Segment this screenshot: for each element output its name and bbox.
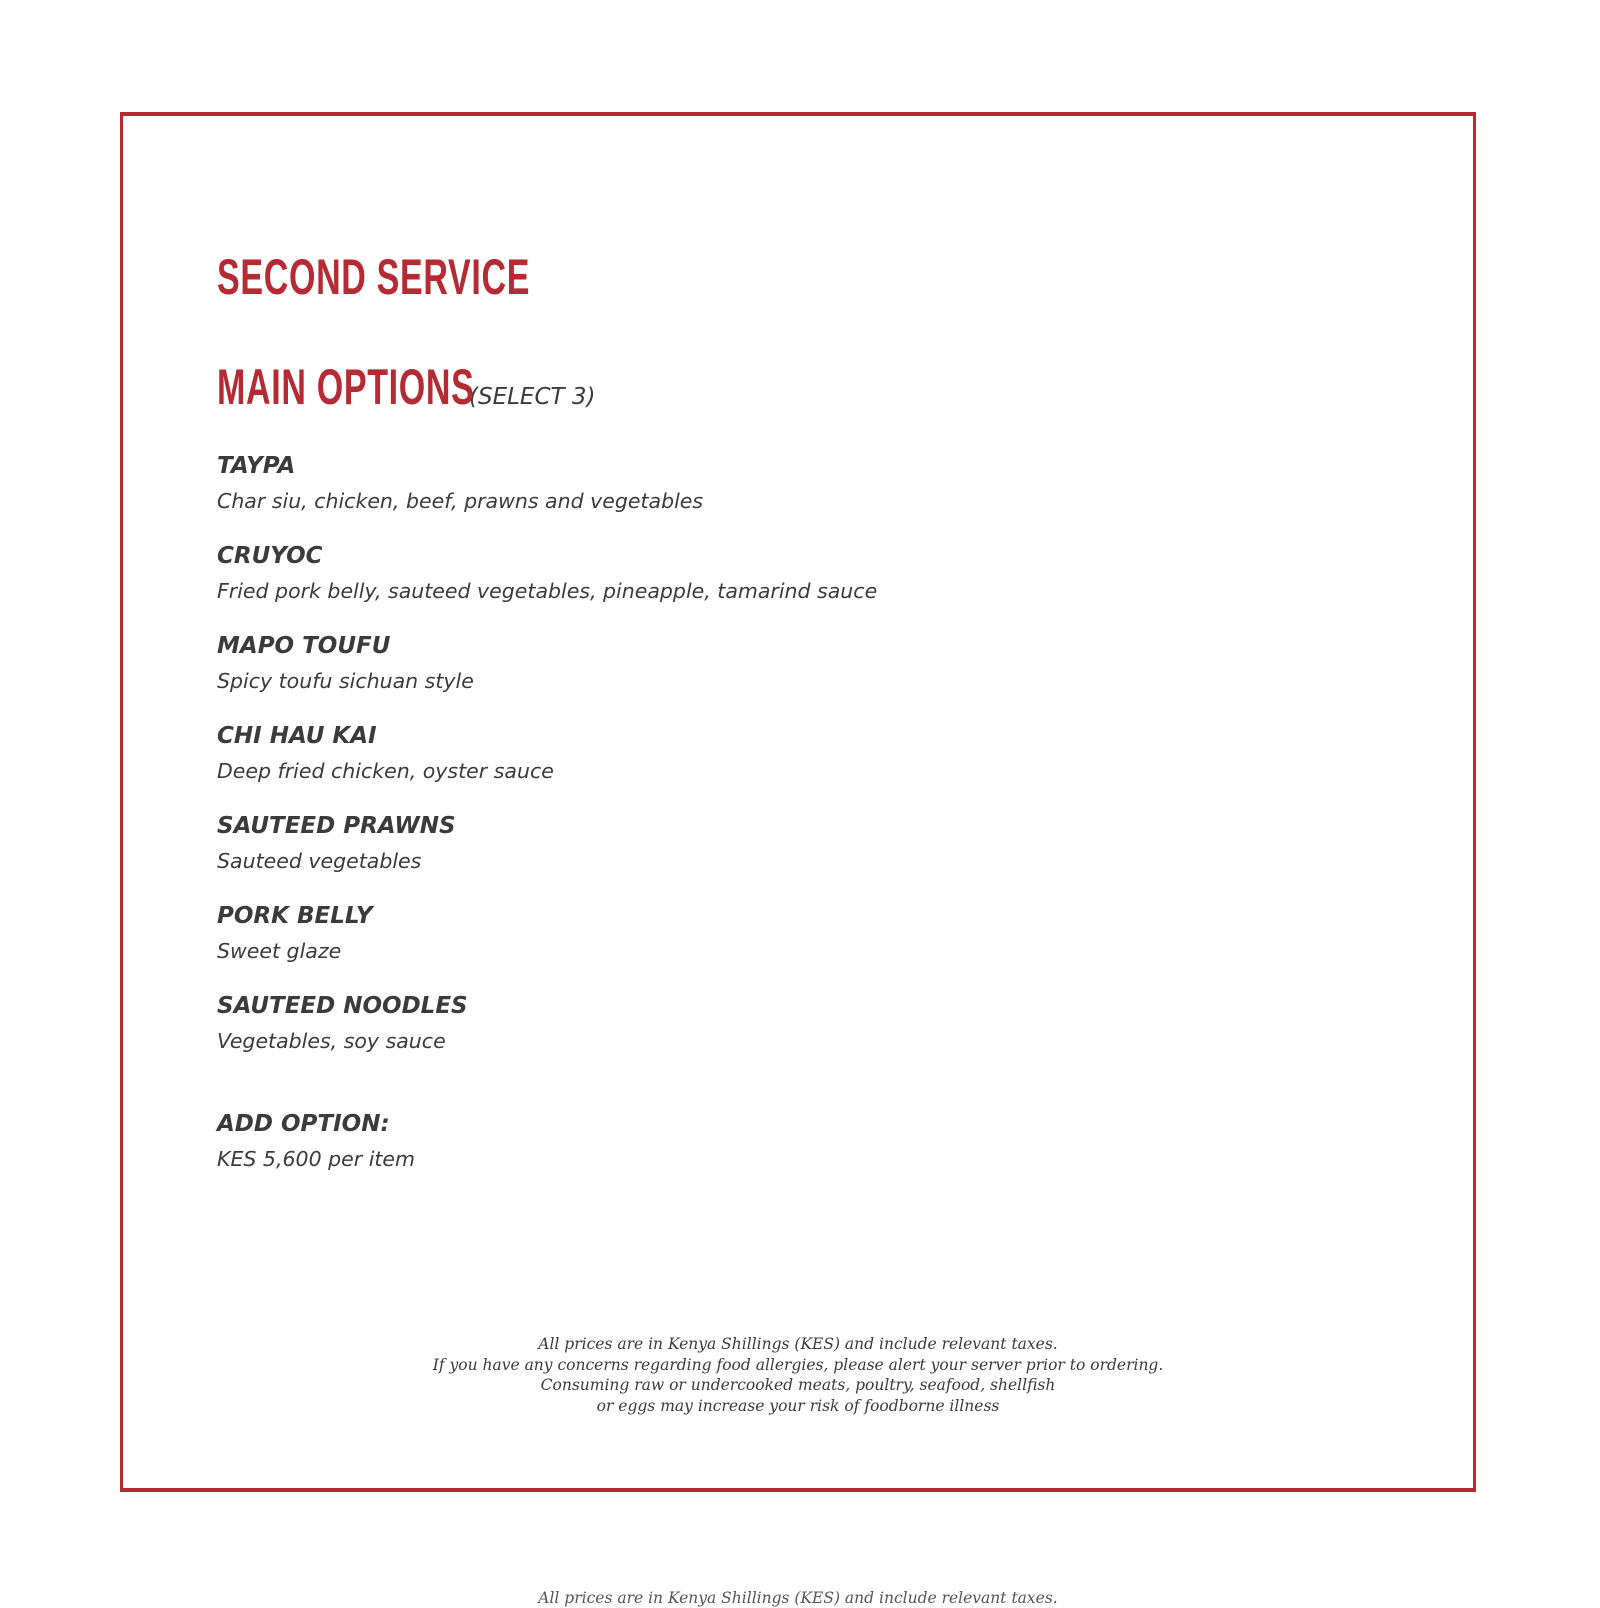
item-name: SAUTEED NOODLES (217, 993, 468, 1019)
menu-content (217, 248, 1397, 1198)
menu-item (217, 720, 1397, 790)
section-heading (217, 358, 1397, 416)
item-description: Char siu, chicken, beef, prawns and vegetables (217, 489, 704, 513)
menu-item (217, 900, 1397, 970)
menu-item (217, 540, 1397, 610)
item-description: Sauteed vegetables (217, 849, 422, 873)
item-name: TAYPA (217, 453, 296, 479)
item-name: CHI HAU KAI (217, 723, 377, 749)
next-page-footer-line: All prices are in Kenya Shillings (KES) and include relevant taxes. (538, 1589, 1058, 1607)
menu-item (217, 990, 1397, 1060)
menu-item (217, 630, 1397, 700)
footer-line: If you have any concerns regarding food allergies, please alert your server prior to ordering. (432, 1355, 1164, 1374)
add-option-price: KES 5,600 per item (217, 1147, 416, 1171)
item-description: Spicy toufu sichuan style (217, 669, 474, 693)
section-note: (SELECT 3) (469, 384, 596, 410)
footer-line: Consuming raw or undercooked meats, poultry, seafood, shellfish (540, 1376, 1056, 1394)
item-description: Deep fried chicken, oyster sauce (217, 759, 554, 783)
item-description: Vegetables, soy sauce (217, 1029, 446, 1053)
item-description: Fried pork belly, sauteed vegetables, pineapple, tamarind sauce (217, 579, 878, 603)
footer-line: All prices are in Kenya Shillings (KES) and include relevant taxes. (538, 1335, 1058, 1353)
item-description: Sweet glaze (217, 939, 342, 963)
item-name: MAPO TOUFU (217, 633, 391, 659)
footer-disclaimer (120, 1334, 1476, 1416)
item-name: PORK BELLY (217, 903, 373, 929)
section-title: MAIN OPTIONS (217, 359, 475, 415)
menu-items (217, 450, 1397, 1060)
menu-item (217, 810, 1397, 880)
service-title: SECOND SERVICE (217, 249, 531, 305)
item-name: CRUYOC (217, 543, 323, 569)
add-option (217, 1108, 1397, 1178)
item-name: SAUTEED PRAWNS (217, 813, 456, 839)
menu-item (217, 450, 1397, 520)
footer-line: or eggs may increase your risk of foodborne illness (596, 1396, 1000, 1415)
add-option-label: ADD OPTION: (217, 1111, 390, 1137)
